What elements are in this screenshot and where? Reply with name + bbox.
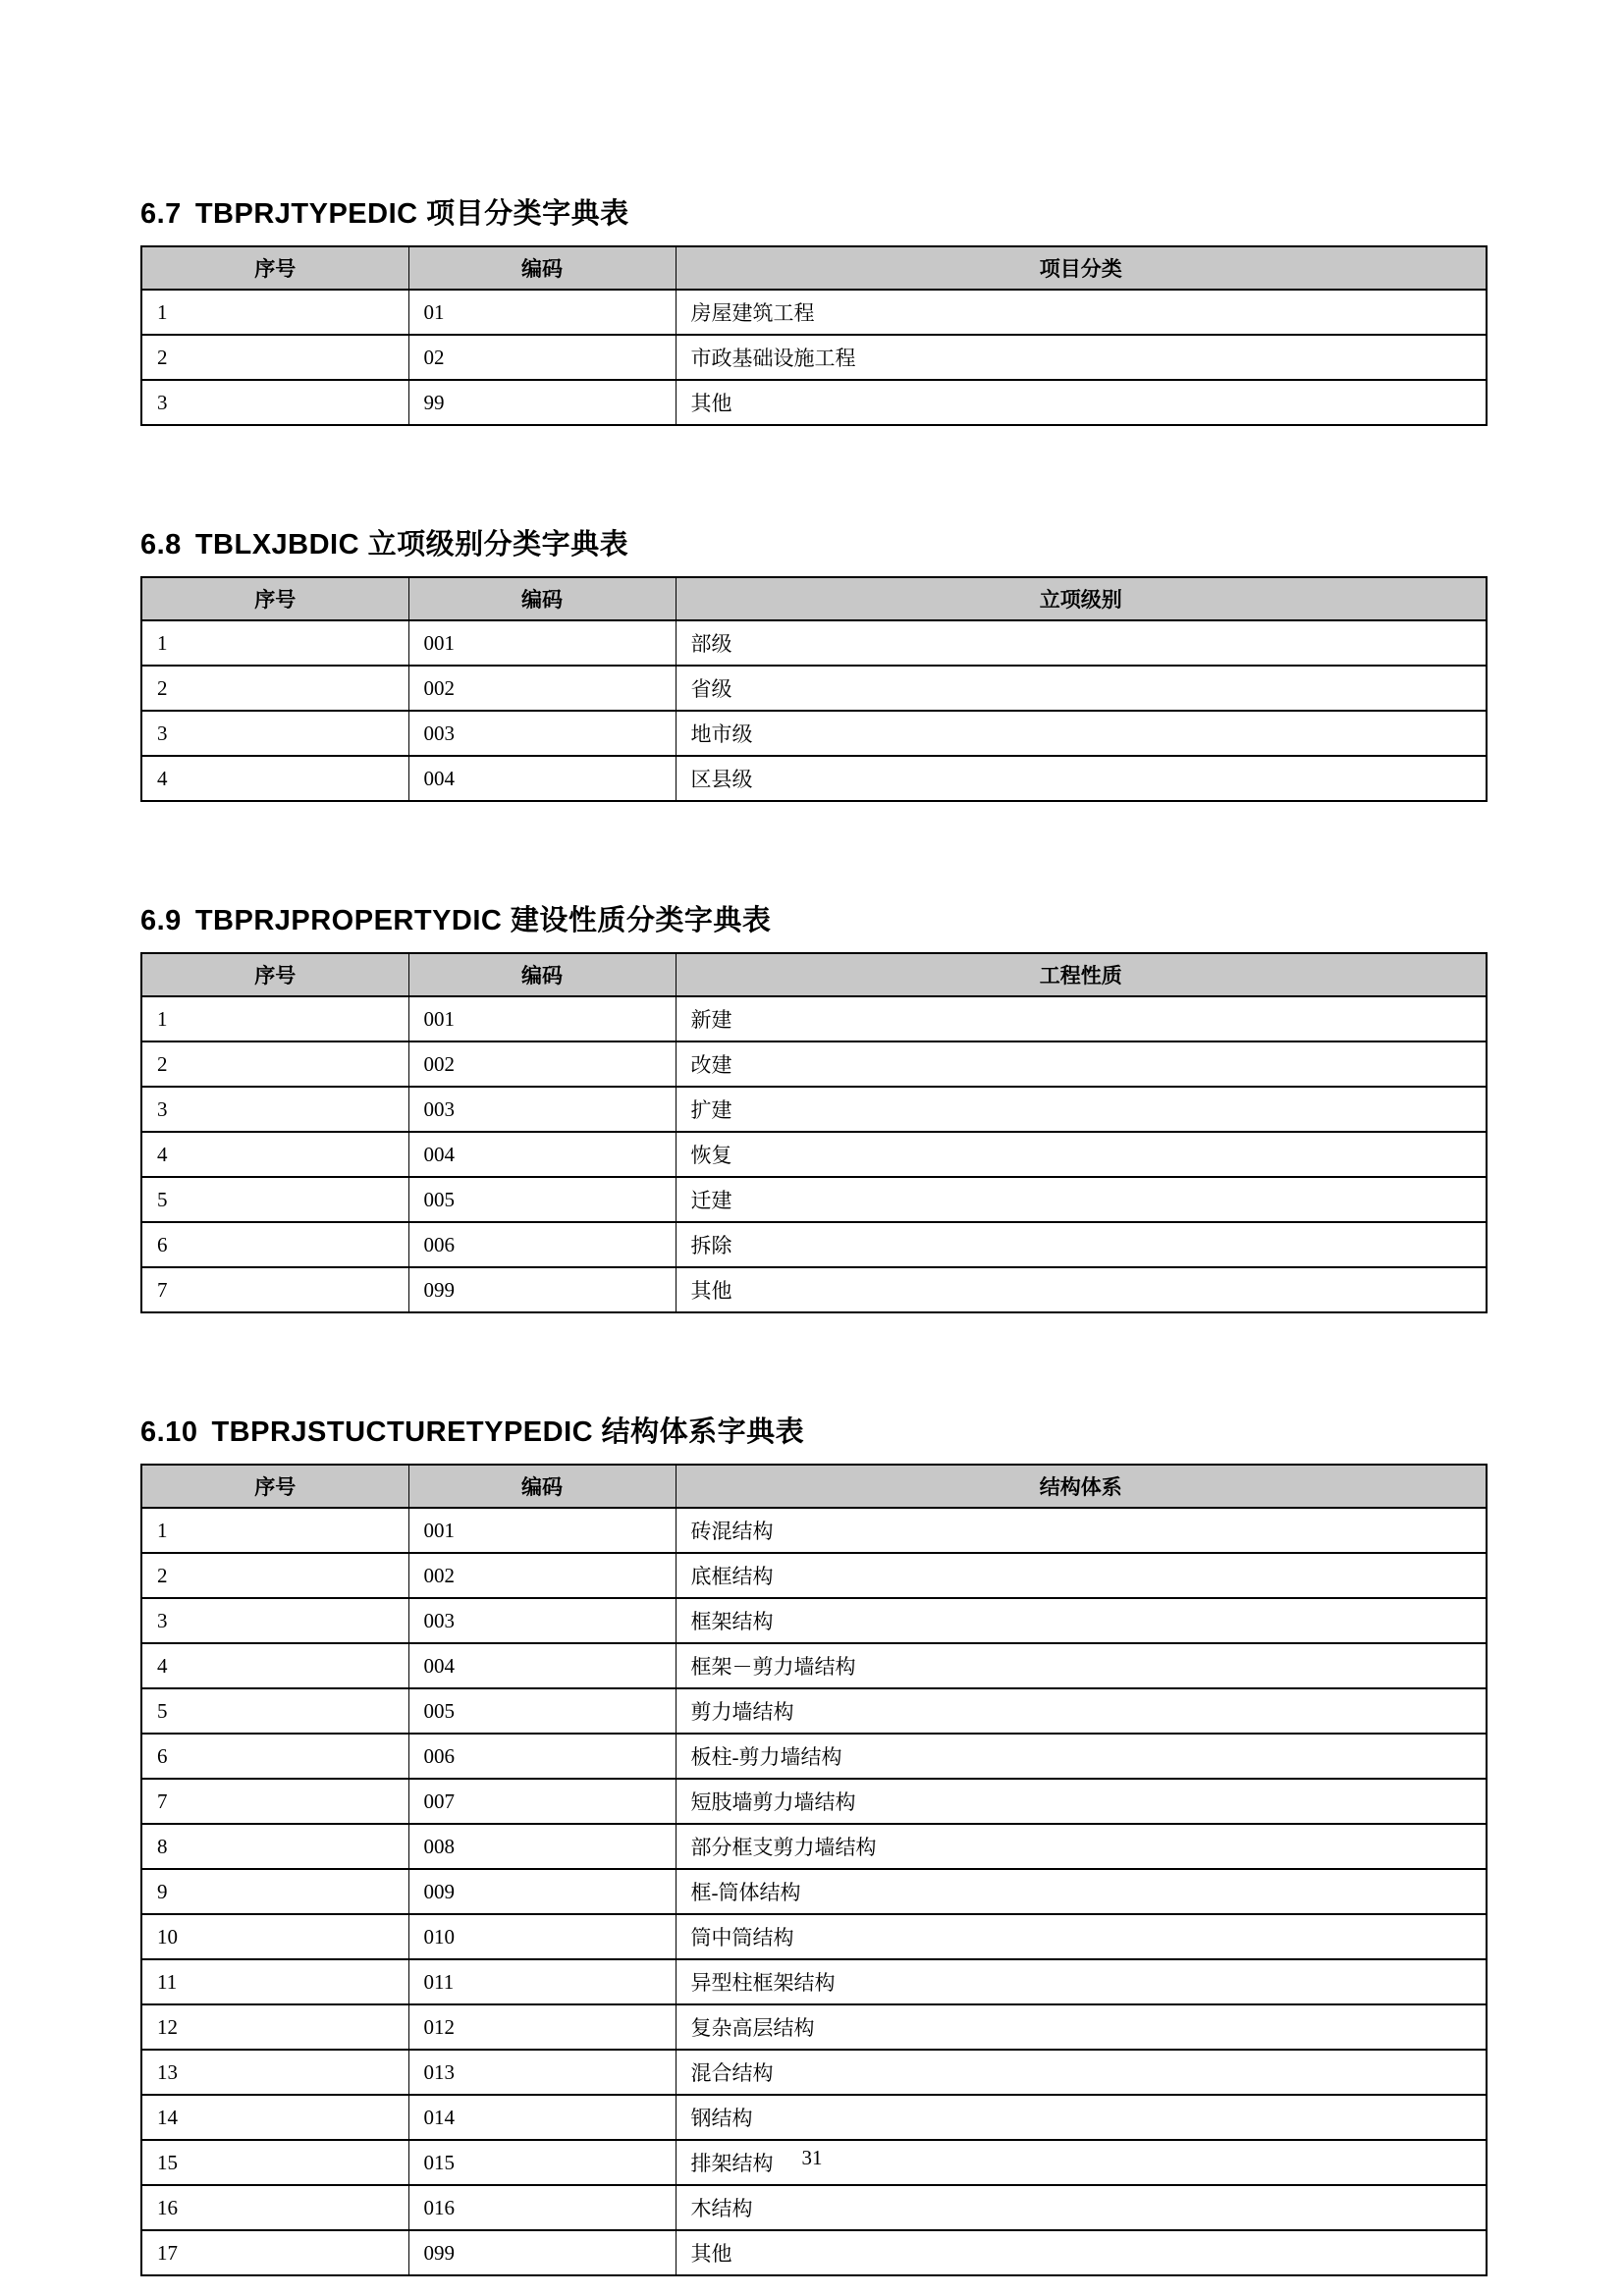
value-cell: 部分框支剪力墙结构	[676, 1824, 1487, 1869]
section-heading-text: TBPRJSTUCTURETYPEDIC 结构体系字典表	[211, 1416, 805, 1448]
value-cell: 拆除	[676, 1222, 1487, 1267]
value-cell: 迁建	[676, 1177, 1487, 1222]
table-row	[141, 1041, 1487, 1087]
column-header: 编码	[408, 246, 676, 290]
table-row	[141, 1222, 1487, 1267]
value-cell: 异型柱框架结构	[676, 1959, 1487, 2004]
dictionary-section	[140, 903, 1486, 1313]
code-cell: 014	[408, 2095, 676, 2140]
table-row	[141, 1553, 1487, 1598]
code-cell: 004	[408, 756, 676, 801]
row-number-cell: 4	[141, 756, 408, 801]
dictionary-table	[140, 576, 1488, 802]
code-cell: 01	[408, 290, 676, 335]
value-cell: 省级	[676, 666, 1487, 711]
value-cell: 筒中筒结构	[676, 1914, 1487, 1959]
row-number-cell: 1	[141, 620, 408, 666]
row-number-cell: 3	[141, 1087, 408, 1132]
table-row	[141, 1508, 1487, 1553]
value-cell: 地市级	[676, 711, 1487, 756]
column-header: 序号	[141, 246, 408, 290]
row-number-cell: 8	[141, 1824, 408, 1869]
section-number: 6.8	[140, 529, 182, 561]
column-header: 序号	[141, 577, 408, 620]
row-number-cell: 11	[141, 1959, 408, 2004]
table-row	[141, 1914, 1487, 1959]
row-number-cell: 4	[141, 1643, 408, 1688]
row-number-cell: 13	[141, 2050, 408, 2095]
table-row	[141, 1087, 1487, 1132]
row-number-cell: 3	[141, 711, 408, 756]
code-cell: 009	[408, 1869, 676, 1914]
value-cell: 房屋建筑工程	[676, 290, 1487, 335]
code-cell: 02	[408, 335, 676, 380]
section-title	[140, 903, 1486, 938]
value-cell: 恢复	[676, 1132, 1487, 1177]
row-number-cell: 1	[141, 996, 408, 1041]
table-row	[141, 756, 1487, 801]
table-row	[141, 1643, 1487, 1688]
value-cell: 新建	[676, 996, 1487, 1041]
section-title	[140, 196, 1486, 232]
value-cell: 区县级	[676, 756, 1487, 801]
code-cell: 099	[408, 1267, 676, 1312]
sections	[140, 196, 1486, 2276]
value-cell: 砖混结构	[676, 1508, 1487, 1553]
table-row	[141, 2004, 1487, 2050]
row-number-cell: 7	[141, 1779, 408, 1824]
table-header-row	[141, 953, 1487, 996]
section-number: 6.9	[140, 905, 182, 936]
table-header-row	[141, 246, 1487, 290]
section-title	[140, 1415, 1486, 1450]
table-row	[141, 1779, 1487, 1824]
value-cell: 钢结构	[676, 2095, 1487, 2140]
section-heading-text: TBLXJBDIC 立项级别分类字典表	[194, 529, 629, 561]
column-header: 工程性质	[676, 953, 1487, 996]
code-cell: 016	[408, 2185, 676, 2230]
code-cell: 013	[408, 2050, 676, 2095]
row-number-cell: 3	[141, 1598, 408, 1643]
row-number-cell: 17	[141, 2230, 408, 2275]
page-number: 31	[801, 2146, 823, 2169]
table-row	[141, 666, 1487, 711]
table-row	[141, 1267, 1487, 1312]
table-row	[141, 1959, 1487, 2004]
table-header-row	[141, 1465, 1487, 1508]
code-cell: 004	[408, 1643, 676, 1688]
table-row	[141, 290, 1487, 335]
code-cell: 006	[408, 1734, 676, 1779]
row-number-cell: 1	[141, 290, 408, 335]
table-row	[141, 2185, 1487, 2230]
column-header: 编码	[408, 1465, 676, 1508]
column-header: 立项级别	[676, 577, 1487, 620]
table-row	[141, 380, 1487, 425]
code-cell: 015	[408, 2140, 676, 2185]
value-cell: 框架结构	[676, 1598, 1487, 1643]
table-row	[141, 2050, 1487, 2095]
section-heading-text: TBPRJPROPERTYDIC 建设性质分类字典表	[194, 905, 772, 936]
row-number-cell: 2	[141, 335, 408, 380]
code-cell: 99	[408, 380, 676, 425]
column-header: 项目分类	[676, 246, 1487, 290]
row-number-cell: 4	[141, 1132, 408, 1177]
code-cell: 011	[408, 1959, 676, 2004]
row-number-cell: 1	[141, 1508, 408, 1553]
row-number-cell: 16	[141, 2185, 408, 2230]
value-cell: 部级	[676, 620, 1487, 666]
row-number-cell: 15	[141, 2140, 408, 2185]
table-row	[141, 620, 1487, 666]
table-header-row	[141, 577, 1487, 620]
code-cell: 001	[408, 996, 676, 1041]
table-row	[141, 2095, 1487, 2140]
code-cell: 006	[408, 1222, 676, 1267]
value-cell: 市政基础设施工程	[676, 335, 1487, 380]
section-number: 6.7	[140, 198, 182, 230]
dictionary-table	[140, 245, 1488, 426]
section-title	[140, 527, 1486, 562]
row-number-cell: 2	[141, 666, 408, 711]
row-number-cell: 2	[141, 1553, 408, 1598]
table-row	[141, 711, 1487, 756]
table-row	[141, 1177, 1487, 1222]
row-number-cell: 6	[141, 1734, 408, 1779]
dictionary-section	[140, 196, 1486, 426]
row-number-cell: 7	[141, 1267, 408, 1312]
section-number: 6.10	[140, 1416, 198, 1448]
code-cell: 003	[408, 711, 676, 756]
code-cell: 099	[408, 2230, 676, 2275]
table-row	[141, 335, 1487, 380]
code-cell: 005	[408, 1688, 676, 1734]
value-cell: 其他	[676, 1267, 1487, 1312]
value-cell: 其他	[676, 2230, 1487, 2275]
value-cell: 复杂高层结构	[676, 2004, 1487, 2050]
code-cell: 003	[408, 1087, 676, 1132]
table-row	[141, 1132, 1487, 1177]
table-row	[141, 1688, 1487, 1734]
code-cell: 003	[408, 1598, 676, 1643]
code-cell: 012	[408, 2004, 676, 2050]
value-cell: 排架结构	[676, 2140, 1487, 2185]
code-cell: 010	[408, 1914, 676, 1959]
value-cell: 框架－剪力墙结构	[676, 1643, 1487, 1688]
code-cell: 002	[408, 1553, 676, 1598]
code-cell: 001	[408, 1508, 676, 1553]
column-header: 序号	[141, 1465, 408, 1508]
value-cell: 框-筒体结构	[676, 1869, 1487, 1914]
code-cell: 001	[408, 620, 676, 666]
table-row	[141, 1869, 1487, 1914]
row-number-cell: 10	[141, 1914, 408, 1959]
row-number-cell: 5	[141, 1688, 408, 1734]
code-cell: 002	[408, 666, 676, 711]
code-cell: 004	[408, 1132, 676, 1177]
value-cell: 短肢墙剪力墙结构	[676, 1779, 1487, 1824]
row-number-cell: 9	[141, 1869, 408, 1914]
table-row	[141, 996, 1487, 1041]
column-header: 编码	[408, 953, 676, 996]
table-row	[141, 1598, 1487, 1643]
column-header: 序号	[141, 953, 408, 996]
value-cell: 木结构	[676, 2185, 1487, 2230]
row-number-cell: 2	[141, 1041, 408, 1087]
code-cell: 007	[408, 1779, 676, 1824]
section-heading-text: TBPRJTYPEDIC 项目分类字典表	[194, 198, 629, 230]
table-row	[141, 1734, 1487, 1779]
column-header: 编码	[408, 577, 676, 620]
row-number-cell: 5	[141, 1177, 408, 1222]
value-cell: 剪力墙结构	[676, 1688, 1487, 1734]
code-cell: 002	[408, 1041, 676, 1087]
code-cell: 005	[408, 1177, 676, 1222]
value-cell: 板柱-剪力墙结构	[676, 1734, 1487, 1779]
dictionary-section	[140, 527, 1486, 802]
table-row	[141, 1824, 1487, 1869]
dictionary-table	[140, 952, 1488, 1313]
value-cell: 混合结构	[676, 2050, 1487, 2095]
value-cell: 改建	[676, 1041, 1487, 1087]
row-number-cell: 6	[141, 1222, 408, 1267]
row-number-cell: 3	[141, 380, 408, 425]
row-number-cell: 14	[141, 2095, 408, 2140]
value-cell: 其他	[676, 380, 1487, 425]
row-number-cell: 12	[141, 2004, 408, 2050]
value-cell: 扩建	[676, 1087, 1487, 1132]
value-cell: 底框结构	[676, 1553, 1487, 1598]
code-cell: 008	[408, 1824, 676, 1869]
column-header: 结构体系	[676, 1465, 1487, 1508]
table-row	[141, 2230, 1487, 2275]
